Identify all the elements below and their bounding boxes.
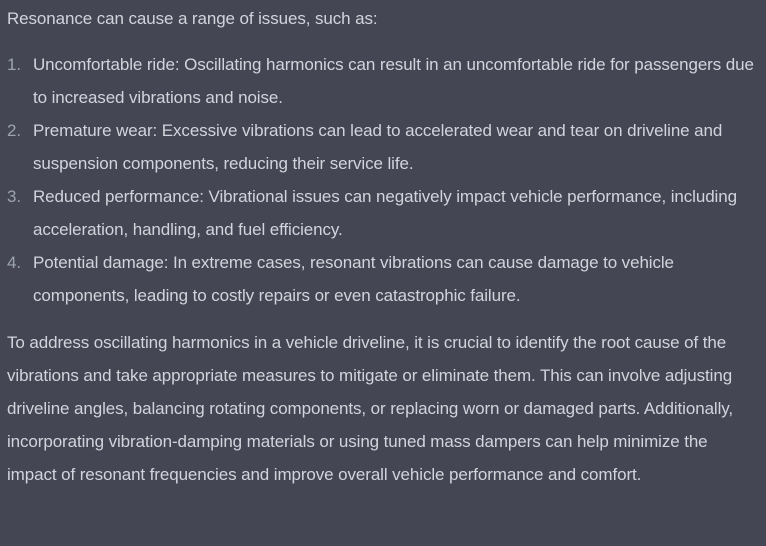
list-item-text: Potential damage: In extreme cases, resonant vibrations can cause damage to vehicle components, leading to costly repairs or even catastrophic failure. [33, 253, 674, 305]
intro-paragraph: Resonance can cause a range of issues, such as: [7, 9, 378, 28]
list-item-number: 3. [7, 187, 21, 206]
list-item [7, 180, 760, 246]
list-item-number: 2. [7, 121, 21, 140]
conclusion-paragraph: To address oscillating harmonics in a vehicle driveline, it is crucial to identify the root cause of the vibrations and take appropriate measures to mitigate or eliminate them. This can involve adjusting driveline angles, balancing rotating components, or replacing worn or damaged parts. Additionally, incorporating vibration-damping materials or using tuned mass dampers can help minimize the impact of resonant frequencies and improve overall vehicle performance and comfort. [7, 333, 734, 484]
list-item-text: Uncomfortable ride: Oscillating harmonics can result in an uncomfortable ride for passengers due to increased vibrations and noise. [33, 55, 754, 107]
issues-list [7, 48, 760, 312]
list-item-number: 1. [7, 55, 21, 74]
list-item [7, 48, 760, 114]
list-item [7, 114, 760, 180]
list-item-number: 4. [7, 253, 21, 272]
list-item-text: Premature wear: Excessive vibrations can lead to accelerated wear and tear on driveline and suspension components, reducing their service life. [33, 121, 723, 173]
list-item [7, 246, 760, 312]
list-item-text: Reduced performance: Vibrational issues can negatively impact vehicle performance, including acceleration, handling, and fuel efficiency. [33, 187, 737, 239]
